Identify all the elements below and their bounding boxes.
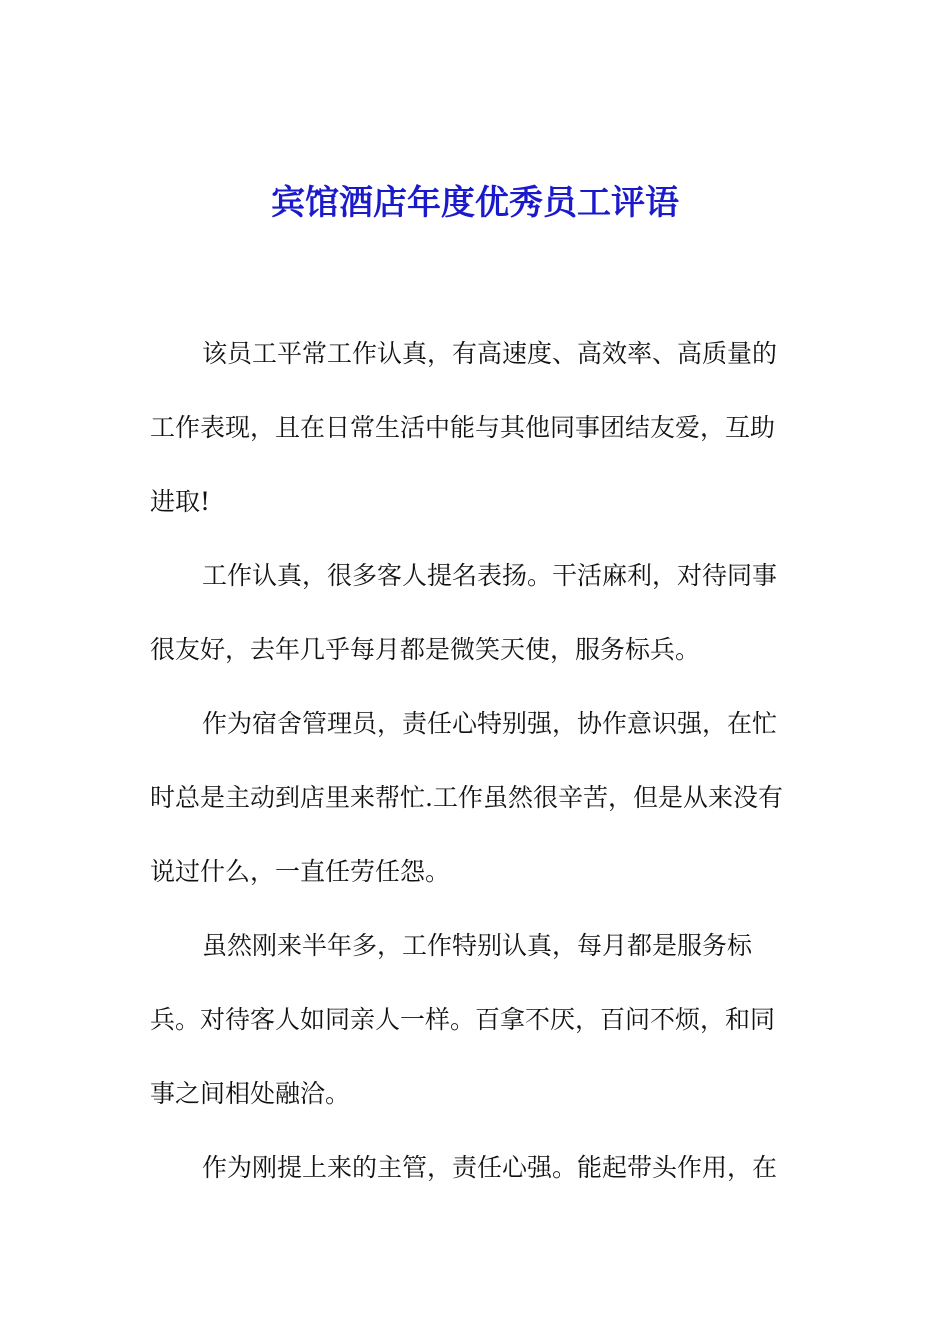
document-body — [150, 330, 805, 1218]
paragraph-line: 该员工平常工作认真，有高速度、高效率、高质量的 — [202, 339, 778, 368]
paragraph-line: 进取! — [150, 487, 211, 516]
paragraph-4 — [150, 922, 805, 1144]
paragraph-line: 工作表现，且在日常生活中能与其他同事团结友爱，互助 — [150, 413, 776, 442]
paragraph-line: 虽然刚来半年多，工作特别认真，每月都是服务标 — [202, 931, 753, 960]
paragraph-line: 作为刚提上来的主管，责任心强。能起带头作用，在 — [202, 1153, 778, 1182]
document-title: 宾馆酒店年度优秀员工评语 — [271, 183, 679, 223]
paragraph-line: 事之间相处融洽。 — [150, 1079, 351, 1108]
paragraph-1 — [150, 330, 805, 552]
paragraph-line: 兵。对待客人如同亲人一样。百拿不厌，百问不烦，和同 — [150, 1005, 776, 1034]
paragraph-line: 作为宿舍管理员，责任心特别强，协作意识强，在忙 — [202, 709, 778, 738]
paragraph-5 — [150, 1144, 805, 1218]
paragraph-line: 工作认真，很多客人提名表扬。干活麻利，对待同事 — [202, 561, 778, 590]
paragraph-line: 说过什么，一直任劳任怨。 — [150, 857, 451, 886]
paragraph-line: 很友好，去年几乎每月都是微笑天使，服务标兵。 — [150, 635, 701, 664]
paragraph-3 — [150, 700, 805, 922]
paragraph-line: 时总是主动到店里来帮忙.工作虽然很辛苦，但是从来没有 — [150, 783, 783, 812]
paragraph-2 — [150, 552, 805, 700]
